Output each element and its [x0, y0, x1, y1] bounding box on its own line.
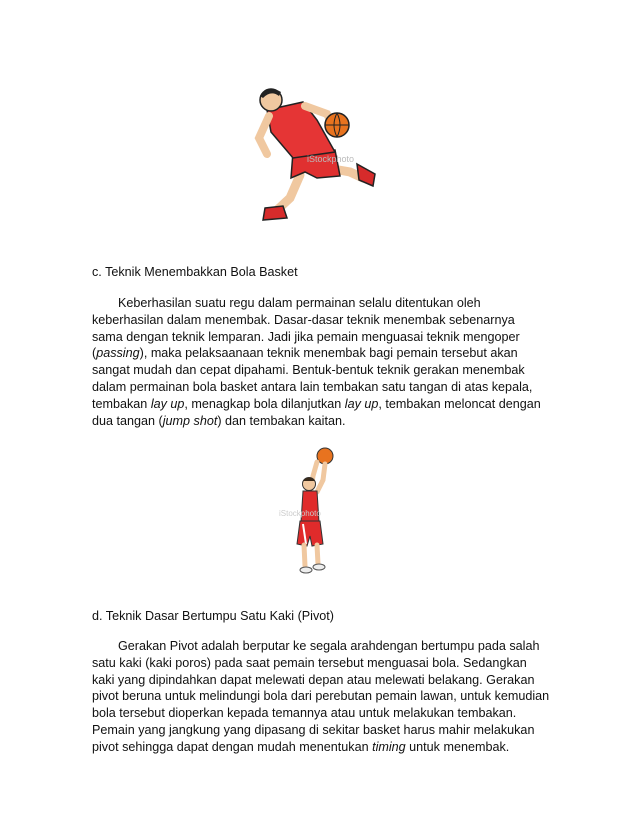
section-c-paragraph — [92, 295, 547, 429]
paragraph-line — [92, 379, 547, 396]
section-d-heading: d. Teknik Dasar Bertumpu Satu Kaki (Pivot) — [92, 609, 334, 623]
paragraph-line — [92, 396, 547, 413]
text-segment: sama dengan teknik lemparan. Jadi jika pemain menguasai teknik mengoper — [92, 329, 520, 344]
italic-term: lay up — [344, 396, 379, 411]
italic-term: jump shot — [162, 413, 218, 428]
text-segment: ( — [92, 346, 97, 361]
paragraph-line — [92, 638, 547, 655]
paragraph-line — [92, 413, 547, 430]
text-segment: ) dan tembakan kaitan. — [217, 413, 346, 428]
text-segment: dalam permainan bola basket antara lain tembakan satu tangan di atas kepala, — [92, 379, 533, 394]
text-segment: pivot sehingga dapat dengan mudah menentukan — [92, 739, 373, 754]
text-segment: , menagkap bola dilanjutkan — [184, 396, 345, 411]
text-segment: untuk menembak. — [405, 739, 510, 754]
text-segment: Pemain yang jangkung yang dipasang di sekitar basket harus mahir melakukan — [92, 722, 535, 737]
paragraph-line — [92, 739, 547, 756]
text-segment: satu kaki (kaki poros) pada saat pemain tersebut menguasai bola. Sedangkan — [92, 655, 527, 670]
paragraph-line — [92, 295, 547, 312]
section-d-paragraph — [92, 638, 550, 756]
text-segment: pivot beruna untuk melindungi bola dari perebutan pemain lawan, untuk kemudian — [92, 689, 550, 704]
text-segment: ), maka pelaksaanaan teknik menembak bagi pemain tersebut akan — [139, 346, 518, 361]
text-segment: dua tangan ( — [92, 413, 163, 428]
paragraph-line — [92, 655, 547, 672]
text-segment: sangat mudah dan cepat dipahami. Bentuk-bentuk teknik gerakan menembak — [92, 363, 525, 378]
text-segment: Gerakan Pivot adalah berputar ke segala arahdengan bertumpu pada salah — [118, 639, 540, 653]
paragraph-line — [92, 688, 550, 705]
text-segment: kaki yang dipindahkan dapat melewati depan atau melewati belakang. Gerakan — [92, 672, 535, 687]
italic-term: passing — [96, 346, 140, 361]
italic-term: timing — [372, 739, 406, 754]
watermark-text: iStockphoto — [307, 154, 355, 164]
paragraph-line — [92, 672, 547, 689]
text-segment: bola tersebut dioperkan kepada temannya atau untuk melakukan tembakan. — [92, 706, 517, 721]
text-segment: , tembakan meloncat dengan — [378, 396, 541, 411]
watermark-text: iStockphoto — [279, 509, 321, 518]
paragraph-line — [92, 722, 547, 739]
text-segment: Keberhasilan suatu regu dalam permainan selalu ditentukan oleh — [118, 296, 481, 310]
section-c-heading: c. Teknik Menembakkan Bola Basket — [92, 265, 298, 279]
paragraph-line — [92, 345, 547, 362]
text-segment: keberhasilan dalam menembak. Dasar-dasar teknik menembak sebenarnya — [92, 312, 515, 327]
text-segment: tembakan — [92, 396, 151, 411]
paragraph-line — [92, 329, 547, 346]
paragraph-line — [92, 705, 547, 722]
paragraph-line — [92, 312, 547, 329]
shooting-player-illustration — [273, 444, 363, 579]
paragraph-line — [92, 362, 547, 379]
dribbling-player-illustration — [245, 80, 390, 230]
italic-term: lay up — [150, 396, 185, 411]
